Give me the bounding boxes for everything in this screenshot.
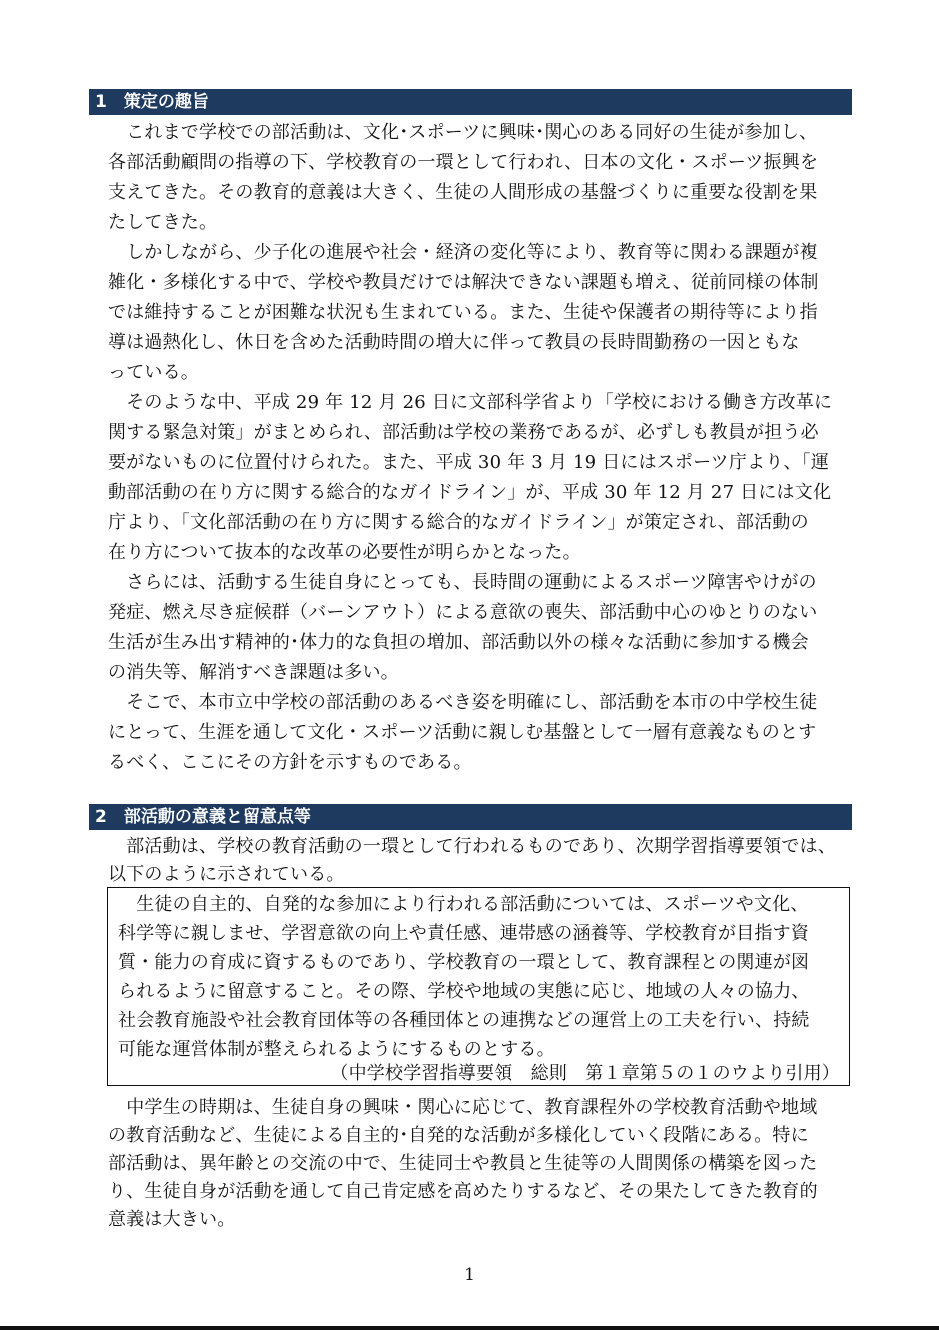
paragraph-line: たしてきた。 (108, 212, 218, 233)
paragraph-line: 庁より、「文化部活動の在り方に関する総合的なガイドライン」が策定され、部活動の (108, 512, 809, 533)
paragraph-line: 以下のように示されている。 (108, 864, 345, 885)
paragraph-line: 在り方について抜本的な改革の必要性が明らかとなった。 (108, 542, 581, 563)
paragraph-line: 支えてきた。その教育的意義は大きく、生徒の人間形成の基盤づくりに重要な役割を果 (108, 182, 818, 203)
paragraph-line: そこで、本市立中学校の部活動のあるべき姿を明確にし、部活動を本市の中学校生徒 (108, 692, 818, 713)
paragraph-line: 動部活動の在り方に関する総合的なガイドライン」が、平成 30 年 12 月 27 日には文化 (108, 482, 832, 503)
paragraph-line: しかしながら、少子化の進展や社会・経済の変化等により、教育等に関わる課題が複 (108, 242, 818, 263)
quote-line: られるように留意すること。その際、学校や地域の実態に応じ、地域の人々の協力、 (118, 981, 810, 1002)
paragraph-line: では維持することが困難な状況も生まれている。また、生徒や保護者の期待等により指 (108, 302, 818, 323)
paragraph-line: 中学生の時期は、生徒自身の興味・関心に応じて、教育課程外の学校教育活動や地域 (108, 1097, 818, 1118)
paragraph-line: さらには、活動する生徒自身にとっても、長時間の運動によるスポーツ障害やけがの (108, 572, 817, 593)
paragraph-line: 各部活動顧問の指導の下、学校教育の一環として行われ、日本の文化・スポーツ振興を (108, 152, 819, 173)
paragraph-line: そのような中、平成 29 年 12 月 26 日に文部科学省より「学校における働き方改革に (108, 392, 833, 413)
quote-line: 可能な運営体制が整えられるようにするものとする。 (118, 1039, 555, 1060)
page-number: 1 (464, 1265, 475, 1285)
paragraph-line: 関する緊急対策」がまとめられ、部活動は学校の業務であるが、必ずしも教員が担う必 (108, 422, 819, 443)
paragraph-line: 雑化・多様化する中で、学校や教員だけでは解決できない課題も増え、従前同様の体制 (108, 272, 819, 293)
quote-citation: （中学校学習指導要領 総則 第１章第５の１のウより引用） (330, 1063, 840, 1084)
paragraph-line: 部活動は、異年齢との交流の中で、生徒同士や教員と生徒等の人間関係の構築を図った (108, 1153, 818, 1174)
paragraph-line: の教育活動など、生徒による自主的･自発的な活動が多様化していく段階にある。特に (108, 1125, 809, 1146)
quote-line: 生徒の自主的、自発的な参加により行われる部活動については、スポーツや文化、 (118, 894, 809, 915)
paragraph-line: 要がないものに位置付けられた。また、平成 30 年 3 月 19 日にはスポーツ庁より、「運 (108, 452, 830, 473)
paragraph-line: これまで学校での部活動は、文化･スポーツに興味･関心のある同好の生徒が参加し、 (108, 122, 818, 143)
paragraph-line: 意義は大きい。 (108, 1209, 236, 1230)
paragraph-line: 生活が生み出す精神的･体力的な負担の増加、部活動以外の様々な活動に参加する機会 (108, 632, 809, 653)
paragraph-line: 部活動は、学校の教育活動の一環として行われるものであり、次期学習指導要領では、 (108, 836, 836, 857)
paragraph-line: り、生徒自身が活動を通して自己肯定感を高めたりするなど、その果たしてきた教育的 (108, 1181, 818, 1202)
paragraph-line: にとって、生涯を通して文化・スポーツ活動に親しむ基盤として一層有意義なものとす (108, 722, 817, 743)
paragraph-line: 導は過熱化し、休日を含めた活動時間の増大に伴って教員の長時間勤務の一因ともな (108, 332, 800, 353)
paragraph-line: の消失等、解消すべき課題は多い。 (108, 662, 399, 683)
section-2-heading: 2 部活動の意義と留意点等 (89, 804, 852, 830)
bottom-border (0, 1326, 939, 1330)
quote-line: 質・能力の育成に資するものであり、学校教育の一環として、教育課程との関連が図 (118, 952, 810, 973)
section-1-heading: 1 策定の趣旨 (89, 89, 852, 115)
paragraph-line: 発症、燃え尽き症候群（バーンアウト）による意欲の喪失、部活動中心のゆとりのない (108, 602, 818, 623)
quote-line: 社会教育施設や社会教育団体等の各種団体との連携などの運営上の工夫を行い、持続 (118, 1010, 810, 1031)
quote-line: 科学等に親しませ、学習意欲の向上や責任感、連帯感の涵養等、学校教育が目指す資 (118, 923, 810, 944)
paragraph-line: っている。 (108, 362, 199, 383)
paragraph-line: るべく、ここにその方針を示すものである。 (108, 752, 472, 773)
